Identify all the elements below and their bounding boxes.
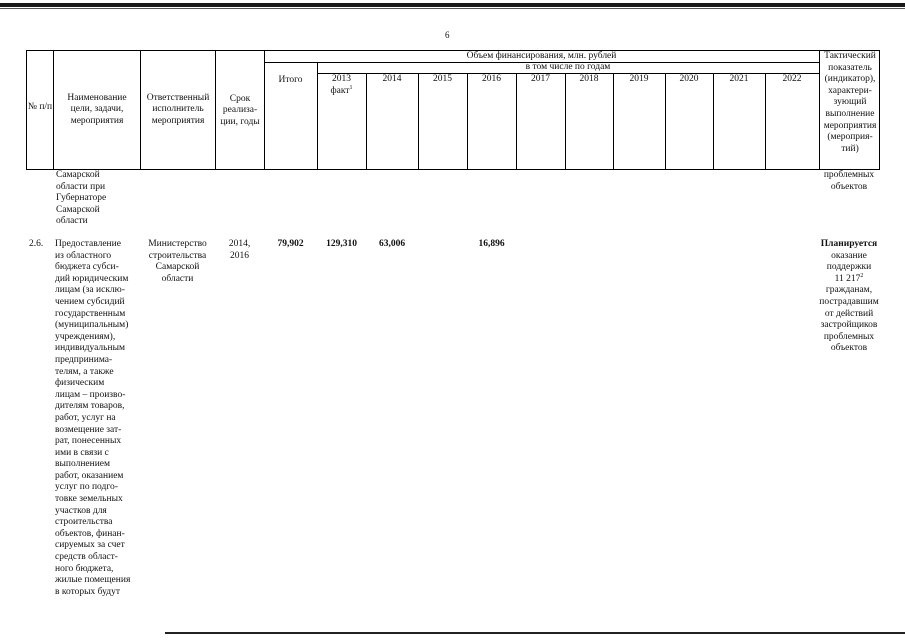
text-line: в которых будут [55, 586, 121, 597]
header-total: Итого [278, 75, 303, 85]
header-year-2017: 2017 [531, 74, 550, 84]
text-line: из областного [55, 250, 112, 261]
col-divider-2016 [467, 73, 468, 170]
row-value-2013: 129,310 [326, 239, 357, 249]
col-divider-2019 [613, 73, 614, 170]
text-line: области [161, 273, 194, 284]
page-number: 6 [445, 30, 450, 40]
text-line: телям, а также [55, 366, 114, 377]
text-line: пострадавшим [819, 296, 879, 307]
text-line: товке земельных [55, 494, 123, 505]
text-line: области при [56, 181, 106, 192]
text-line: гражданам, [825, 285, 873, 296]
text-line: объектов [830, 343, 868, 354]
fact-footnote: 1 [349, 84, 353, 91]
header-term: Срок реализа-ции, годы [220, 93, 260, 127]
header-funding: Объем финансирования, млн. рублей [466, 51, 617, 61]
text-line: учреждениям), [55, 331, 116, 342]
row-number: 2.6. [29, 239, 44, 249]
row-indicator [817, 239, 881, 355]
header-year-2020: 2020 [679, 74, 699, 84]
text-line: Самарской [56, 170, 100, 180]
text-line: лицам – произво- [55, 389, 126, 400]
header-year-2022: 2022 [782, 74, 802, 84]
row-executor [140, 239, 215, 285]
text-line: строительства [55, 517, 113, 528]
header-executor: Ответственный исполнитель мероприятия [146, 92, 210, 126]
text-line: дителям товаров, [55, 401, 125, 412]
text-line: от действий [824, 308, 874, 319]
text-line: рат, понесенных [55, 436, 122, 447]
text-line: (муниципальным) [55, 320, 129, 331]
col-divider-2022 [765, 73, 766, 170]
col-divider-name [53, 50, 54, 170]
text-line: участков для [55, 505, 107, 516]
text-line: бюджета субси- [55, 262, 119, 273]
col-divider-term [215, 50, 216, 170]
row-name [55, 239, 141, 598]
text-line: 2014, [228, 239, 251, 249]
text-line: Самарской [155, 262, 200, 273]
year-2013-label: 2013 [332, 74, 351, 84]
text-line: Планируется [820, 239, 878, 249]
text-line: работ, услуг на [55, 412, 116, 423]
text-line: предпринима- [55, 354, 113, 365]
text-line: проблемных [823, 331, 875, 342]
scan-top-edge-line [0, 8, 905, 9]
text-line: ими в связи с [55, 447, 109, 458]
text-line: проблемных [823, 170, 875, 180]
text-line: работ, оказанием [55, 470, 124, 481]
text-line: объектов, финан- [55, 528, 125, 539]
header-by-years: в том числе по годам [525, 62, 611, 72]
col-divider-2021 [713, 73, 714, 170]
indicator-footnote: 2 [860, 272, 864, 279]
text-line: Самарской [56, 204, 100, 215]
header-no: № п/п [27, 102, 53, 113]
header-year-2014: 2014 [382, 74, 402, 84]
text-line: возмещение зат- [55, 424, 122, 435]
row-term [215, 239, 264, 262]
header-name: Наименование цели, задачи, мероприятия [67, 92, 127, 126]
text-line: ного бюджета, [55, 563, 114, 574]
text-line: средств област- [55, 552, 118, 563]
col-divider-2020 [665, 73, 666, 170]
indicator-count: 11 217 [834, 273, 861, 284]
scan-bottom-edge [165, 632, 905, 634]
text-line: Министерство [148, 239, 207, 249]
text-line: дий юридическим [55, 273, 129, 284]
table-right-border [879, 50, 880, 170]
header-bottom-border [26, 169, 879, 170]
row-value-2016: 16,896 [478, 239, 505, 249]
col-divider-2014 [366, 73, 367, 170]
text-line: застройщиков [820, 320, 878, 331]
text-line: Предоставление [55, 239, 121, 249]
text-line: поддержки [826, 262, 872, 273]
header-year-2016: 2016 [482, 74, 501, 84]
text-line: выполнением [55, 459, 111, 470]
text-line: 2016 [230, 250, 249, 261]
text-line: лицам (за исклю- [55, 285, 125, 296]
text-line: строительства [148, 250, 207, 261]
header-indicator: Тактический показатель (индикатор), характери-зующий выполнение мероприятия (мероприя-тий) [823, 51, 877, 154]
row-value-2014: 63,006 [378, 239, 406, 249]
header-year-2018: 2018 [579, 74, 599, 84]
col-divider-indicator [819, 50, 820, 170]
text-line: жилые помещения [55, 575, 131, 586]
header-year-2019: 2019 [629, 74, 649, 84]
header-year-2021: 2021 [729, 74, 749, 84]
col-divider-2015 [418, 73, 419, 170]
text-line: сируемых за счет [55, 540, 125, 551]
header-year-2015: 2015 [433, 74, 452, 84]
header-year-2013 [317, 74, 366, 97]
continuation-name [56, 170, 140, 228]
text-line: индивидуальным [55, 343, 125, 354]
scan-top-edge [0, 3, 905, 7]
row-total: 79,902 [277, 239, 304, 249]
text-line: чением субсидий [55, 296, 125, 307]
text-line: области [56, 216, 88, 227]
text-line: Губернаторе [56, 193, 107, 204]
fact-label: факт [330, 85, 350, 96]
text-line: физическим [55, 378, 105, 389]
col-divider-2017 [516, 73, 517, 170]
col-divider-2018 [565, 73, 566, 170]
text-line: услуг по подго- [55, 482, 118, 493]
text-line: оказание [831, 250, 867, 261]
continuation-indicator [819, 170, 879, 193]
col-divider-total [264, 50, 265, 170]
text-line [817, 274, 881, 286]
text-line: объектов [830, 181, 868, 192]
text-line: государственным [55, 308, 126, 319]
